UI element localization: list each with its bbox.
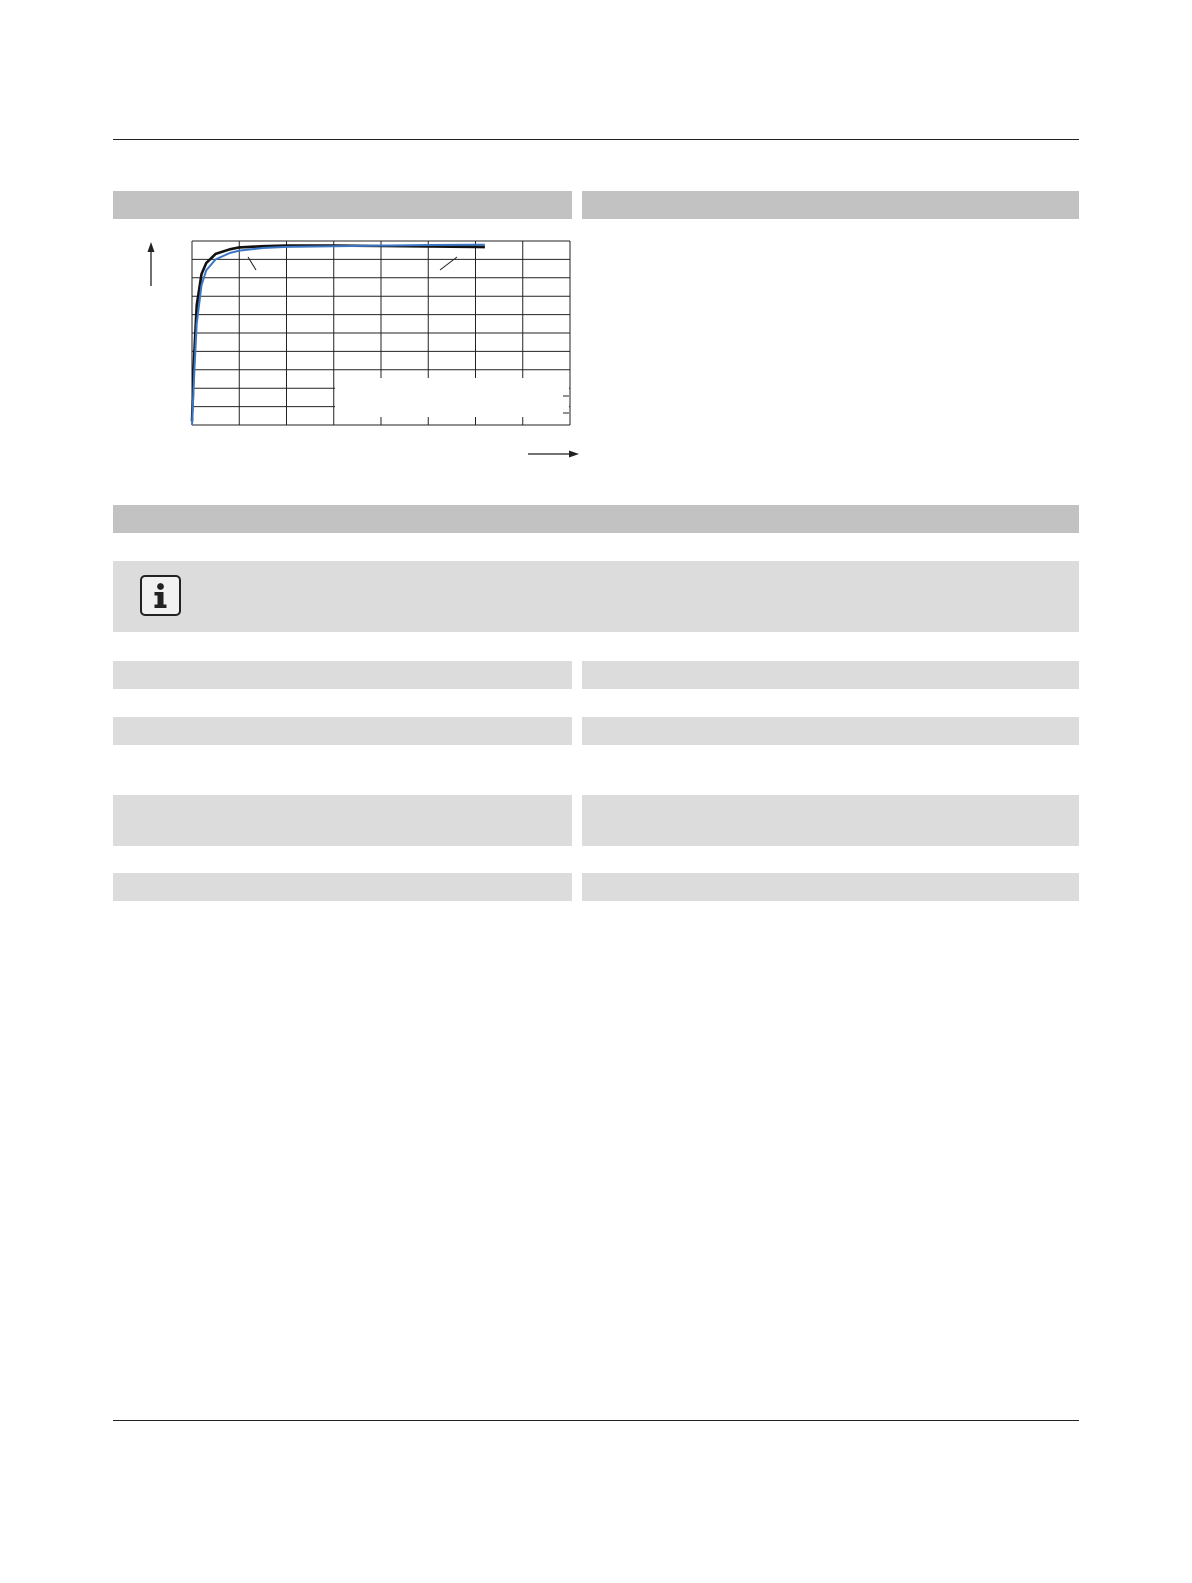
table-row-1-right — [582, 661, 1079, 689]
info-icon — [140, 575, 181, 616]
info-note-box — [113, 561, 1079, 632]
section-header-left — [113, 191, 572, 219]
table-row-2-right — [582, 717, 1079, 745]
table-row-3-right — [582, 795, 1079, 846]
table-row-4-right — [582, 873, 1079, 901]
bottom-rule — [113, 1420, 1079, 1421]
top-rule — [113, 139, 1079, 140]
section-header-right — [582, 191, 1079, 219]
table-row-2-left — [113, 717, 572, 745]
x-axis-arrow — [528, 451, 579, 458]
table-row-1-left — [113, 661, 572, 689]
table-row-4-left — [113, 873, 572, 901]
y-axis-arrow — [148, 242, 155, 286]
legend-box — [335, 378, 569, 422]
section-header-full — [113, 505, 1079, 533]
table-row-3-left — [113, 795, 572, 846]
chart — [113, 230, 583, 470]
